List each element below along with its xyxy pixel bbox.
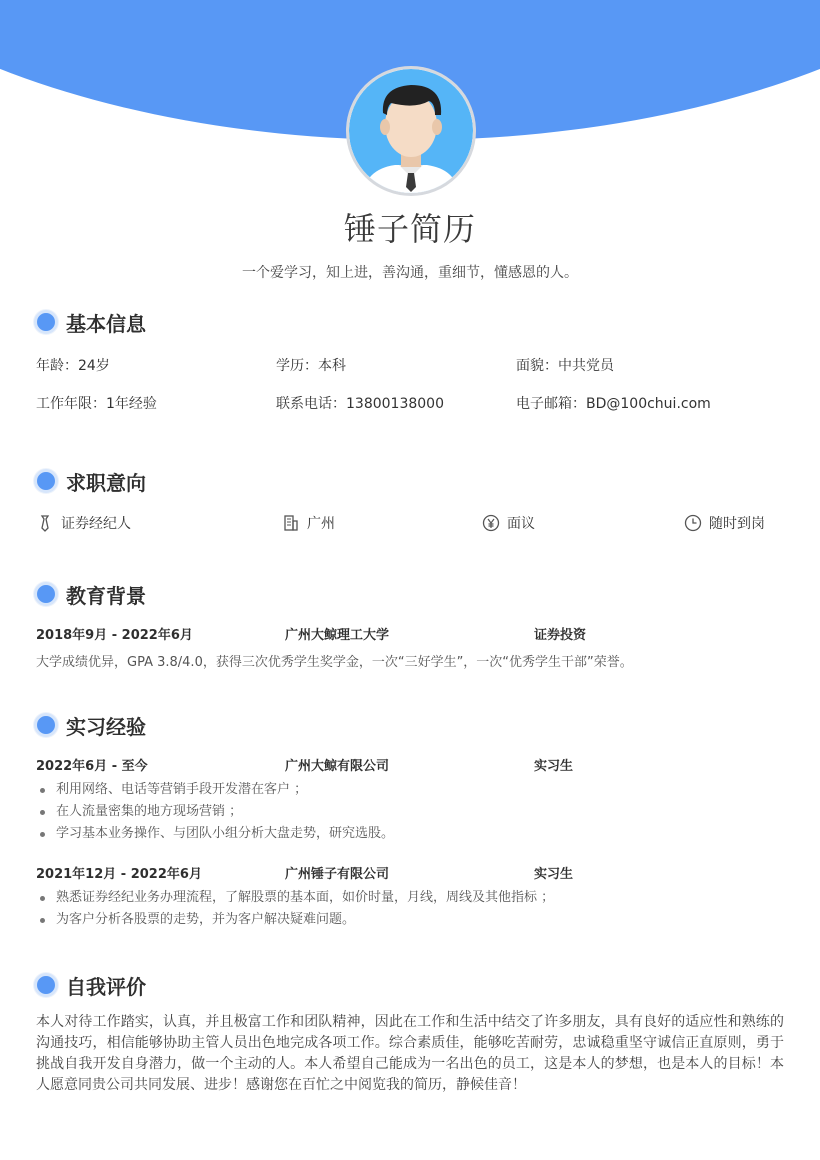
section-dot-icon	[34, 713, 58, 737]
list-item: 熟悉证券经纪业务办理流程，了解股票的基本面，如价时量，月线，周线及其他指标 ；	[36, 887, 554, 909]
list-item: 为客户分析各股票的走势，并为客户解决疑难问题。	[36, 909, 554, 931]
internship-duties	[36, 779, 394, 845]
section-dot-icon	[34, 469, 58, 493]
section-internship	[34, 712, 146, 738]
motto: 一个爱学习，知上进，善沟通，重细节，懂感恩的人。	[242, 265, 578, 281]
avatar	[346, 66, 476, 196]
intent-salary-text: 面议	[507, 516, 535, 532]
section-job-intent	[34, 468, 146, 494]
internship-role: 实习生	[534, 867, 574, 882]
section-dot-icon	[34, 310, 58, 334]
education-description: 大学成绩优异，GPA 3.8/4.0，获得三次优秀学生奖学金，一次“三好学生”，一次“优秀学生干部”荣誉。	[36, 655, 633, 670]
internship-duties	[36, 887, 554, 931]
list-item: 学习基本业务操作、与团队小组分析大盘走势，研究选股。	[36, 823, 394, 845]
internship-entry-header	[36, 863, 573, 882]
basic-info-row	[36, 355, 796, 375]
resume-name: 锤子简历	[343, 210, 476, 248]
section-title: 自我评价	[66, 974, 146, 999]
section-education	[34, 581, 146, 607]
education-level: 学历：本科	[276, 358, 346, 374]
yen-icon	[482, 514, 500, 532]
education-period: 2018年9月 - 2022年6月	[36, 628, 193, 643]
list-item: 利用网络、电话等营销手段开发潜在客户 ；	[36, 779, 394, 801]
education-school: 广州大鲸理工大学	[285, 628, 390, 643]
intent-city-text: 广州	[307, 516, 335, 532]
intent-availability-text: 随时到岗	[709, 516, 765, 532]
internship-company: 广州锤子有限公司	[285, 867, 390, 882]
internship-role: 实习生	[534, 759, 574, 774]
intent-position	[36, 512, 131, 534]
section-title: 求职意向	[66, 470, 146, 495]
list-item: 在人流量密集的地方现场营销 ；	[36, 801, 394, 823]
section-title: 教育背景	[66, 583, 146, 608]
job-intent	[36, 512, 796, 534]
phone: 联系电话：13800138000	[276, 396, 444, 412]
basic-info-row	[36, 393, 796, 413]
avatar-illustration	[349, 69, 473, 193]
clock-icon	[684, 514, 702, 532]
internship-period: 2021年12月 - 2022年6月	[36, 867, 202, 882]
intent-salary	[482, 512, 535, 534]
political-status: 面貌：中共党员	[516, 358, 614, 374]
section-title: 实习经验	[66, 714, 146, 739]
tie-icon	[36, 514, 54, 532]
section-title: 基本信息	[66, 311, 146, 336]
internship-company: 广州大鲸有限公司	[285, 759, 390, 774]
intent-city	[282, 512, 335, 534]
internship-period: 2022年6月 - 至今	[36, 759, 148, 774]
section-self-evaluation	[34, 972, 146, 998]
section-basic-info	[34, 309, 146, 335]
education-entry-header	[36, 624, 586, 643]
age: 年龄：24岁	[36, 358, 110, 374]
email: 电子邮箱：BD@100chui.com	[516, 396, 711, 412]
work-years: 工作年限：1年经验	[36, 396, 157, 412]
self-evaluation-text: 本人对待工作踏实，认真，并且极富工作和团队精神，因此在工作和生活中结交了许多朋友，具有良好的适应性和熟练的沟通技巧，相信能够协助主管人员出色地完成各项工作。综合素质佳，能够吃苦耐劳，忠诚稳重坚守诚信正直原则，勇于挑战自我开发自身潜力，做一个主动的人。本人希望自己能成为一名出色的员工，这是本人的梦想，也是本人的目标！本人愿意同贵公司共同发展、进步！感谢您在百忙之中阅览我的简历，静候佳音！	[36, 1014, 784, 1093]
intent-availability	[684, 512, 765, 534]
intent-position-text: 证券经纪人	[61, 516, 131, 532]
building-icon	[282, 514, 300, 532]
education-major: 证券投资	[534, 628, 587, 643]
internship-entry-header	[36, 755, 573, 774]
section-dot-icon	[34, 582, 58, 606]
section-dot-icon	[34, 973, 58, 997]
